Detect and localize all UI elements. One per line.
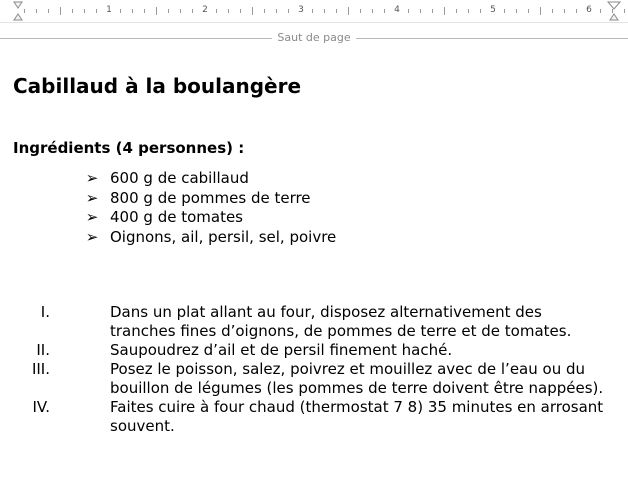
step-numeral: IV.: [32, 398, 50, 416]
arrow-bullet-icon: ➢: [85, 169, 99, 187]
steps-list: [0, 303, 610, 436]
ruler-number: 6: [586, 5, 592, 15]
list-item[interactable]: [0, 360, 610, 398]
arrow-bullet-icon: ➢: [85, 227, 99, 246]
left-indent-marker[interactable]: [14, 2, 22, 20]
ruler-number: 5: [490, 5, 496, 15]
page-break-line: [0, 38, 272, 39]
list-item[interactable]: [0, 341, 610, 360]
ingredient-text: 800 g de pommes de terre: [110, 188, 311, 207]
arrow-bullet-icon: ➢: [85, 208, 99, 226]
page-break-line: [356, 38, 628, 39]
ruler-number: 2: [202, 5, 208, 15]
step-numeral: III.: [31, 360, 50, 378]
step-numeral: I.: [40, 303, 50, 321]
list-item[interactable]: [84, 169, 336, 189]
ruler-number: 3: [298, 5, 304, 15]
page-break-label: Saut de page: [277, 31, 351, 44]
ruler-number: 1: [106, 5, 112, 15]
ingredient-text: 400 g de tomates: [110, 208, 243, 226]
step-text: Faites cuire à four chaud (thermostat 7 8) 35 minutes en arrosant souvent.: [110, 398, 604, 435]
step-text: Posez le poisson, salez, poivrez et mouillez avec de l’eau ou du bouillon de légumes (les pommes de terre doivent être nappées).: [110, 360, 604, 397]
list-item[interactable]: [84, 189, 336, 209]
list-item[interactable]: [84, 228, 336, 248]
step-text: Saupoudrez d’ail et de persil finement haché.: [110, 341, 453, 359]
ingredient-text: Oignons, ail, persil, sel, poivre: [110, 227, 337, 246]
arrow-bullet-icon: ➢: [85, 188, 99, 207]
ruler-ticks: [0, 0, 628, 22]
ingredients-list: [84, 169, 336, 247]
ingredients-heading[interactable]: Ingrédients (4 personnes) :: [13, 139, 245, 157]
page-break: [0, 31, 628, 45]
horizontal-ruler[interactable]: [0, 0, 628, 23]
right-indent-marker[interactable]: [608, 2, 620, 20]
step-text: Dans un plat allant au four, disposez alternativement des tranches fines d’oignons, de pommes de terre et de tomates.: [110, 303, 572, 340]
list-item[interactable]: [0, 398, 610, 436]
ruler-number: 4: [394, 5, 400, 15]
list-item[interactable]: [0, 303, 610, 341]
step-numeral: II.: [36, 341, 50, 359]
ingredient-text: 600 g de cabillaud: [110, 169, 249, 187]
recipe-title[interactable]: Cabillaud à la boulangère: [13, 74, 302, 98]
list-item[interactable]: [84, 208, 336, 228]
